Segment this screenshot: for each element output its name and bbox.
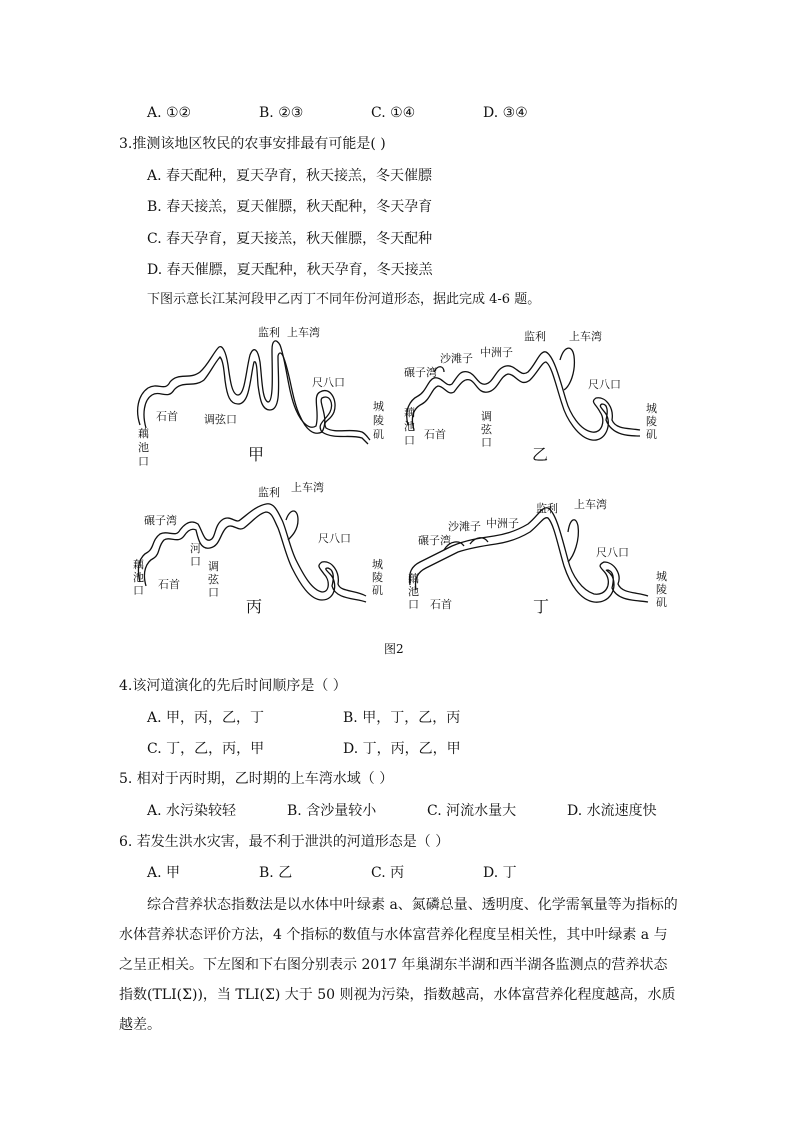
label-ling: 陵 xyxy=(656,583,667,596)
q2-option-b: B. ②③ xyxy=(259,105,304,121)
label-chibakou: 尺八口 xyxy=(312,376,345,389)
label-ji: 矶 xyxy=(656,596,667,609)
label-ling: 陵 xyxy=(646,415,657,428)
q3-stem: 3.推测该地区牧民的农事安排最有可能是( ) xyxy=(119,136,386,152)
panel-jia-river xyxy=(138,341,370,444)
label-shangchewan: 上车湾 xyxy=(569,330,602,343)
label-nianziwan: 碾子湾 xyxy=(404,366,437,379)
panel-jia-name: 甲 xyxy=(248,445,265,464)
label-shishou: 石首 xyxy=(424,428,446,441)
q2-option-c: C. ①④ xyxy=(371,105,416,121)
label-jianli: 监利 xyxy=(258,486,280,499)
label-chi: 池 xyxy=(404,420,415,433)
label-shishou: 石首 xyxy=(158,578,180,591)
q2-option-a: A. ①② xyxy=(147,105,192,121)
label-nianziwan: 碾子湾 xyxy=(418,534,451,547)
label-ling: 陵 xyxy=(373,414,384,427)
label-shishou: 石首 xyxy=(430,598,452,611)
panel-yi-name: 乙 xyxy=(532,445,549,464)
figure-caption: 图2 xyxy=(384,642,404,656)
q3-option-b: B. 春天接羔，夏天催膘，秋天配种，冬天孕育 xyxy=(147,199,433,215)
q5-stem: 5. 相对于丙时期，乙时期的上车湾水域（ ） xyxy=(119,771,394,787)
label-tiaoxiankou: 调弦口 xyxy=(204,413,237,426)
label-cheng: 城 xyxy=(373,400,384,413)
panel-bing-name: 丙 xyxy=(246,597,263,616)
q4-option-d: D. 丁，丙，乙，甲 xyxy=(343,741,461,757)
q2-option-d: D. ③④ xyxy=(483,105,528,121)
q4-option-b: B. 甲，丁，乙，丙 xyxy=(343,710,461,726)
q4-option-a: A. 甲，丙，乙，丁 xyxy=(147,710,265,726)
q6-option-d: D. 丁 xyxy=(483,865,517,881)
panel-jia-labels xyxy=(138,325,384,468)
label-ou: 藕 xyxy=(404,406,415,419)
q3-option-d: D. 春天催膘，夏天配种，秋天孕育，冬天接羔 xyxy=(147,262,433,278)
label-jianli: 监利 xyxy=(258,326,280,339)
label-kou2: 口 xyxy=(208,586,219,599)
label-shatanzi: 沙滩子 xyxy=(440,352,473,365)
label-kou: 口 xyxy=(138,455,149,468)
label-ou: 藕 xyxy=(133,558,144,571)
label-kou: 口 xyxy=(408,598,419,611)
label-zhongzhouzi: 中洲子 xyxy=(486,517,519,530)
panel-bing-labels xyxy=(133,480,383,616)
q5-option-a: A. 水污染较轻 xyxy=(147,803,237,819)
label-shangchewan: 上车湾 xyxy=(291,481,324,494)
q6-option-b: B. 乙 xyxy=(259,865,293,881)
panel-ding-name: 丁 xyxy=(533,597,550,616)
label-shangchewan: 上车湾 xyxy=(287,326,320,339)
q6-option-c: C. 丙 xyxy=(371,865,405,881)
label-shishou: 石首 xyxy=(156,410,178,423)
label-shangchewan: 上车湾 xyxy=(574,498,607,511)
label-he: 河 xyxy=(190,542,201,555)
label-kou-he: 口 xyxy=(190,555,201,568)
label-cheng: 城 xyxy=(656,570,667,583)
label-ji: 矶 xyxy=(646,428,657,441)
q4-stem: 4.该河道演化的先后时间顺序是（ ） xyxy=(119,678,347,694)
label-chi: 池 xyxy=(408,585,419,598)
label-cheng: 城 xyxy=(372,558,383,571)
label-chibakou: 尺八口 xyxy=(596,546,629,559)
label-nianziwan: 碾子湾 xyxy=(144,514,177,527)
label-jianli: 监利 xyxy=(524,330,546,343)
label-kou: 口 xyxy=(133,584,144,597)
q3-option-c: C. 春天孕育，夏天接羔，秋天催膘，冬天配种 xyxy=(147,231,433,247)
panel-ding-labels xyxy=(408,497,667,616)
q5-option-c: C. 河流水量大 xyxy=(427,803,517,819)
label-xian: 弦 xyxy=(208,573,219,586)
label-kou: 口 xyxy=(404,434,415,447)
label-chi: 池 xyxy=(138,441,149,454)
label-ling: 陵 xyxy=(372,571,383,584)
label-shatanzi: 沙滩子 xyxy=(448,520,481,533)
label-ou: 藕 xyxy=(408,572,419,585)
q4-option-c: C. 丁，乙，丙，甲 xyxy=(147,741,265,757)
label-chibakou: 尺八口 xyxy=(588,378,621,391)
panel-yi-labels xyxy=(404,329,657,464)
q6-stem: 6. 若发生洪水灾害，最不利于泄洪的河道形态是（ ） xyxy=(119,834,450,850)
label-xian: 弦 xyxy=(481,423,492,436)
label-tiao: 调 xyxy=(481,410,492,423)
label-zhongzhouzi: 中洲子 xyxy=(480,346,513,359)
label-chi: 池 xyxy=(133,571,144,584)
label-cheng: 城 xyxy=(646,402,657,415)
figure-intro: 下图示意长江某河段甲乙丙丁不同年份河道形态，据此完成 4-6 题。 xyxy=(147,292,541,307)
label-jianli: 监利 xyxy=(536,502,558,515)
q6-option-a: A. 甲 xyxy=(147,865,181,881)
passage: 综合营养状态指数法是以水体中叶绿素 a、氮磷总量、透明度、化学需氧量等为指标的水体营养状态评价方法，4 个指标的数值与水体富营养化程度呈相关性，其中叶绿素 a 与之呈正相关。下左图和下右图分别表示 2017 年巢湖东半湖和西半湖各监测点的营养状态指数(TLI(Σ))，当 TLI(Σ) 大于 50 则视为污染，指数越高，水体富营养化程度越高，水质越差。 xyxy=(119,897,678,1033)
q3-option-a: A. 春天配种，夏天孕育，秋天接羔，冬天催膘 xyxy=(147,168,433,184)
label-tiao: 调 xyxy=(208,560,219,573)
q5-option-b: B. 含沙量较小 xyxy=(287,803,377,819)
label-ji: 矶 xyxy=(372,584,383,597)
label-ji: 矶 xyxy=(373,428,384,441)
label-chibakou: 尺八口 xyxy=(318,532,351,545)
label-ou: 藕 xyxy=(138,427,149,440)
q5-option-d: D. 水流速度快 xyxy=(567,803,657,819)
label-kou2: 口 xyxy=(481,436,492,449)
